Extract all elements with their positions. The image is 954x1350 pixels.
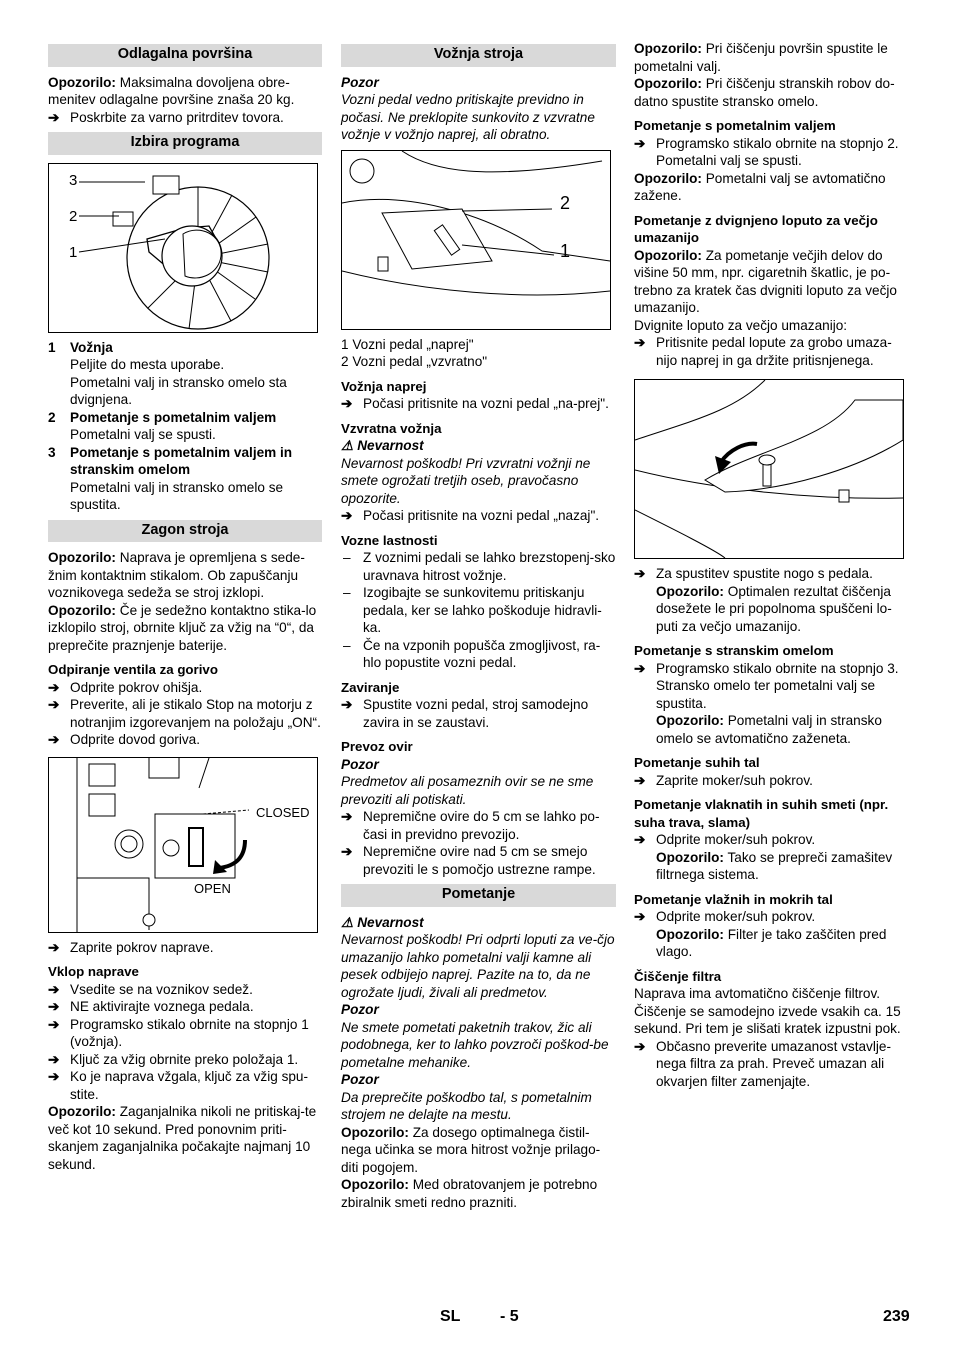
danger-label: ⚠ Nevarnost (341, 438, 424, 453)
note: Opozorilo: Pri čiščenju površin spustite le pometalni valj. (634, 41, 888, 74)
list-item: – Z voznimi pedali se lahko brezstopenj-sko uravnava hitrost vožnje. (343, 550, 616, 583)
subheading: Pometanje vlaknatih in suhih smeti (npr. suha trava, slama) (634, 797, 889, 830)
note: Opozorilo: Če je sedežno kontaktno stika-lo izklopilo stroj, obrnite ključ za vžig na “0“, da preprečite praznjenje baterije. (48, 602, 317, 653)
instruction: ➔ Programsko stikalo obrnite na stopnjo 3. Stransko omelo ter pometalni valj se spustita. (634, 660, 899, 711)
warning-triangle-icon: ⚠ (341, 438, 354, 453)
page-number: 239 (883, 1308, 910, 1325)
open-label: OPEN (194, 880, 231, 896)
arrow-icon: ➔ (341, 697, 353, 712)
subheading: Vzvratna vožnja (341, 420, 442, 436)
note: Opozorilo: Pometalni valj se avtomatično zažene. (634, 170, 886, 203)
callout-2: 2 (560, 192, 571, 213)
section-title-izbira: Izbira programa (48, 132, 322, 155)
section-title-odlagalna: Odlagalna površina (48, 44, 322, 67)
arrow-icon: ➔ (48, 1016, 60, 1032)
note: Opozorilo: Pometalni valj in stransko omelo se avtomatično zaženeta. (656, 713, 882, 746)
column-1 (48, 44, 322, 1173)
instruction: ➔ Vsedite se na voznikov sedež. (48, 981, 253, 997)
arrow-icon: ➔ (634, 1038, 646, 1054)
legend-item: 1 Vozni pedal „naprej" (341, 336, 474, 352)
body-text: Naprava ima avtomatično čiščenje filtrov. Čiščenje se samodejno izvede vsakih ca. 15 sekund. Pri tem je slišati kratek izpustni pok. (634, 986, 901, 1036)
caution-text: Predmetov ali posameznih ovir se ne sme prevoziti ali potiskati. (341, 774, 594, 807)
instruction: ➔ Programsko stikalo obrnite na stopnjo 1 (vožnja). (48, 1016, 309, 1049)
caution-label: Pozor (341, 1002, 379, 1017)
arrow-icon: ➔ (341, 809, 353, 824)
subheading: Odpiranje ventila za gorivo (48, 662, 218, 677)
item-text: Pometalni valj in stransko omelo se spustita. (70, 479, 284, 512)
arrow-icon: ➔ (634, 135, 646, 151)
drive-pedal-figure (341, 150, 611, 330)
arrow-icon: ➔ (634, 909, 646, 924)
subheading: Prevoz ovir (341, 739, 413, 754)
arrow-icon: ➔ (48, 1069, 60, 1084)
instruction: ➔ Nepremične ovire nad 5 cm se smejo prevoziti le s pomočjo ustrezne rampe. (341, 844, 596, 877)
item-text: Pometalni valj in stransko omelo sta dvignjena. (70, 374, 287, 407)
instruction: ➔ Nepremične ovire do 5 cm se lahko po-časi in previdno prevozijo. (341, 809, 600, 842)
caution-label: Pozor (341, 74, 379, 90)
legend-item: 2 Vozni pedal „vzvratno" (341, 354, 488, 369)
arrow-icon: ➔ (634, 832, 646, 847)
item-text: Pometalni valj se spusti. (70, 427, 216, 442)
section-page: - 5 (500, 1308, 519, 1325)
arrow-icon: ➔ (341, 508, 353, 523)
instruction: ➔ Ko je naprava vžgala, ključ za vžig spu-stite. (48, 1069, 309, 1102)
instruction: ➔ Pritisnite pedal lopute za grobo umaza-nijo naprej in ga držite pritisnjenega. (634, 335, 892, 368)
callout-1: 1 (69, 243, 78, 261)
fuel-valve-figure (48, 757, 318, 933)
language-code: SL (440, 1308, 461, 1325)
note: Opozorilo: Tako se prepreči zamašitev filtrnega sistema. (656, 849, 893, 882)
instruction: ➔ NE aktivirajte voznega pedala. (48, 999, 254, 1014)
instruction: ➔ Odprite pokrov ohišja. (48, 679, 203, 695)
subheading: Zaviranje (341, 679, 400, 695)
subheading: Vklop naprave (48, 964, 139, 979)
instruction: ➔ Odprite moker/suh pokrov. (634, 909, 816, 924)
section-title-pometanje: Pometanje (341, 884, 616, 907)
caution-text: Ne smete pometati paketnih trakov, žic ali podobnega, ker to lahko povzroči poškod-be pometalne mehanike. (341, 1019, 609, 1070)
subheading: Čiščenje filtra (634, 968, 722, 984)
callout-1: 1 (560, 240, 571, 261)
note: Opozorilo: Med obratovanjem je potrebno zbiralnik smeti redno prazniti. (341, 1177, 598, 1210)
subheading: Vozne lastnosti (341, 532, 438, 548)
instruction: ➔ Počasi pritisnite na vozni pedal „na-prej". (341, 396, 609, 411)
arrow-icon: ➔ (634, 660, 646, 676)
instruction: ➔ Počasi pritisnite na vozni pedal „nazaj". (341, 508, 600, 523)
caution-label: Pozor (341, 1072, 379, 1087)
danger-label: ⚠ Nevarnost (341, 914, 424, 930)
instruction: ➔ Ključ za vžig obrnite preko položaja 1. (48, 1051, 299, 1067)
subheading: Pometanje vlažnih in mokrih tal (634, 891, 833, 907)
instruction: ➔ Odprite dovod goriva. (48, 732, 200, 747)
arrow-icon: ➔ (341, 396, 353, 411)
note: Opozorilo: Za pometanje večjih delov do višine 50 mm, npr. cigaretnih škatlic, je po-trebno za kratek čas dvigniti loputo za večjo umazanijo. (634, 247, 897, 315)
subheading: Pometanje suhih tal (634, 755, 760, 770)
callout-3: 3 (69, 171, 78, 189)
danger-text: Nevarnost poškodb! Pri odprti loputi za ve-čjo umazanijo lahko pometalni valji kamne ali pesek odbijejo naprej. Pazite na to, da ne ogrožate ljudi, živali ali predmetov. (341, 932, 615, 1000)
subheading: Pometanje s pometalnim valjem (634, 118, 836, 133)
arrow-icon: ➔ (341, 844, 353, 859)
list-item: – Če na vzponih popušča zmogljivost, ra-hlo popustite vozni pedal. (343, 637, 601, 670)
callout-2: 2 (69, 207, 78, 225)
arrow-icon: ➔ (48, 999, 60, 1014)
subheading: Pometanje z dvignjeno loputo za večjo umazanijo (634, 212, 878, 245)
instruction: ➔ Zaprite moker/suh pokrov. (634, 772, 813, 788)
section-title-zagon: Zagon stroja (48, 520, 322, 543)
arrow-icon: ➔ (48, 109, 60, 125)
note: Opozorilo: Pri čiščenju stranskih robov do-datno spustite stransko omelo. (634, 76, 895, 109)
arrow-icon: ➔ (48, 732, 60, 747)
warning-triangle-icon: ⚠ (341, 914, 354, 930)
closed-label: CLOSED (256, 804, 310, 820)
arrow-icon: ➔ (48, 697, 60, 712)
danger-text: Nevarnost poškodb! Pri vzvratni vožnji ne smete ogrožati tretjih oseb, pravočasno opozorite. (341, 455, 591, 506)
instruction: ➔ Občasno preverite umazanost vstavlje-nega filtra za prah. Preveč umazan ali okvarjen filter zamenjajte. (634, 1038, 891, 1089)
caution-text: Vozni pedal vedno pritiskajte previdno in počasi. Ne preklopite sunkovito z vzvratne vožnje v vožnjo naprej, ali obratno. (341, 92, 595, 142)
note: Opozorilo: Optimalen rezultat čiščenja dosežete le pri popolnoma spuščeni lo-puti za večjo umazanijo. (656, 583, 892, 634)
instruction: ➔ Poskrbite za varno pritrditev tovora. (48, 109, 284, 125)
subheading: Pometanje s stranskim omelom (634, 643, 834, 658)
program-selector-figure (48, 163, 318, 333)
arrow-icon: ➔ (48, 981, 60, 997)
column-3 (634, 40, 909, 1090)
note: Opozorilo: Maksimalna dovoljena obre-menitev odlagalne površine znaša 20 kg. (48, 74, 295, 107)
instruction: ➔ Za spustitev spustite nogo s pedala. (634, 566, 873, 581)
instruction: ➔ Spustite vozni pedal, stroj samodejno zavira in se zaustavi. (341, 697, 589, 730)
instruction: ➔ Zaprite pokrov naprave. (48, 939, 214, 955)
arrow-icon: ➔ (634, 566, 646, 581)
item-text: Peljite do mesta uporabe. (70, 357, 225, 372)
note: Opozorilo: Za dosego optimalnega čistil-nega učinka se mora hitrost vožnje prilago-diti pogojem. (341, 1124, 601, 1175)
arrow-icon: ➔ (48, 939, 60, 955)
note: Opozorilo: Naprava je opremljena s sede-žnim kontaktnim stikalom. Ob zapuščanju voznikovega sedeža se stroj izklopi. (48, 550, 305, 600)
caution-text: Da preprečite poškodbo tal, s pometalnim strojem ne delajte na mestu. (341, 1089, 592, 1122)
instruction: ➔ Odprite moker/suh pokrov. (634, 832, 816, 847)
arrow-icon: ➔ (48, 679, 60, 695)
arrow-icon: ➔ (48, 1051, 60, 1067)
body-text: Dvignite loputo za večjo umazanijo: (634, 317, 848, 333)
arrow-icon: ➔ (634, 772, 646, 788)
section-title-voznja: Vožnja stroja (341, 44, 616, 67)
instruction: ➔ Preverite, ali je stikalo Stop na motorju z notranjim izgorevanjem na položaju „ON“. (48, 697, 321, 730)
note: Opozorilo: Zaganjalnika nikoli ne pritiskaj-te več kot 10 sekund. Pred ponovnim priti-skanjem zaganjalnika počakajte najmanj 10 sekund. (48, 1104, 317, 1172)
instruction: ➔ Programsko stikalo obrnite na stopnjo 2. Pometalni valj se spusti. (634, 135, 899, 168)
column-2 (341, 44, 616, 1211)
caution-label: Pozor (341, 756, 379, 772)
list-item: 2 Pometanje s pometalnim valjem (48, 409, 277, 425)
subheading: Vožnja naprej (341, 378, 427, 394)
list-item: 1 Vožnja (48, 339, 113, 355)
arrow-icon: ➔ (634, 335, 646, 350)
list-item: – Izogibajte se sunkovitemu pritiskanju pedala, ker se lahko poškoduje hidravli-ka. (343, 585, 602, 635)
flap-pedal-figure (634, 379, 904, 559)
note: Opozorilo: Filter je tako zaščiten pred vlago. (656, 926, 887, 959)
list-item: 3 Pometanje s pometalnim valjem in stranskim omelom (48, 444, 293, 477)
